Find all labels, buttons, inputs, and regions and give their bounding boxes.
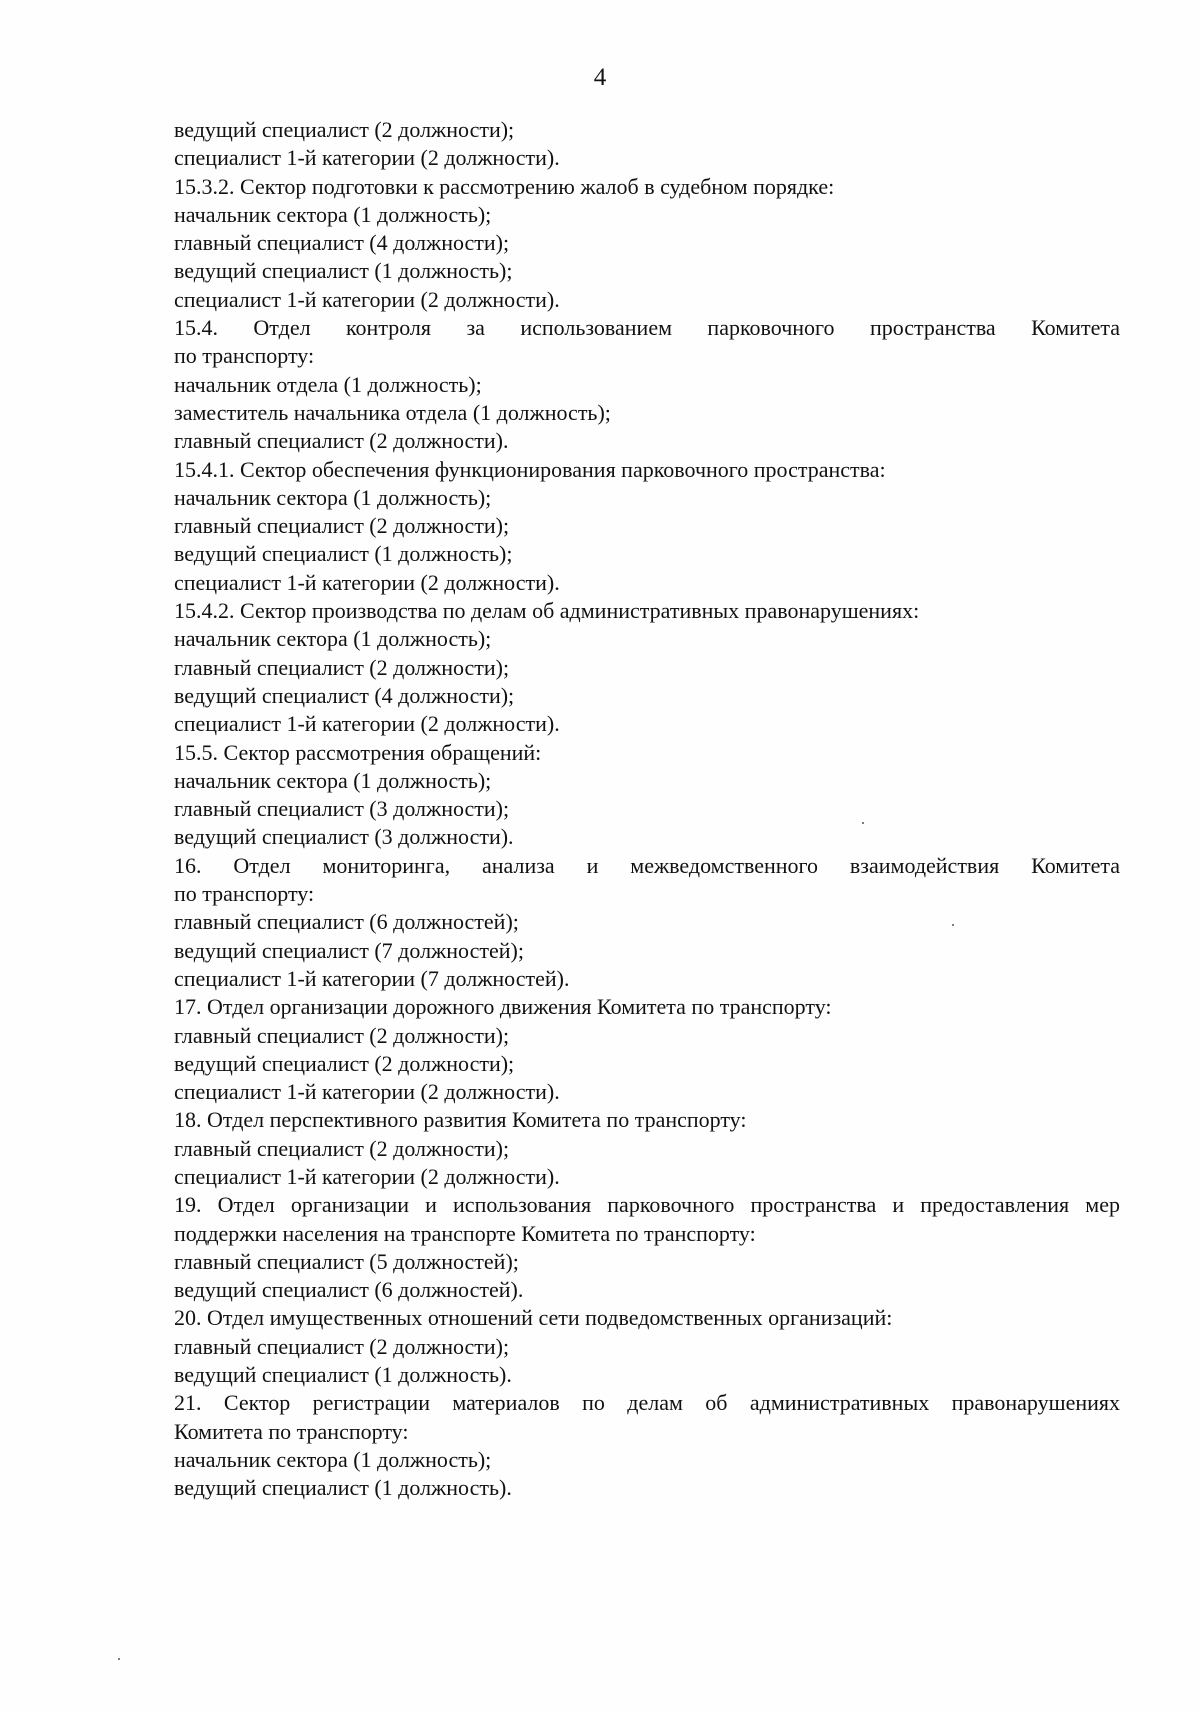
document-line: 15.5. Сектор рассмотрения обращений: (174, 739, 542, 765)
page-number: 4 (593, 64, 607, 91)
document-line: специалист 1-й категории (2 должности). (174, 1079, 560, 1105)
document-line: поддержки населения на транспорте Комитета по транспорту: (174, 1220, 756, 1246)
document-line: начальник сектора (1 должность); (174, 767, 492, 793)
document-line: 15.3.2. Сектор подготовки к рассмотрению жалоб в судебном порядке: (174, 173, 835, 199)
document-line: 19. Отдел организации и использования парковочного пространства и предоставления мер (174, 1192, 1120, 1218)
scan-speck (862, 822, 864, 824)
document-line: ведущий специалист (1 должность). (174, 1475, 512, 1501)
document-line: специалист 1-й категории (2 должности). (174, 1163, 560, 1189)
document-line: специалист 1-й категории (2 должности). (174, 145, 560, 171)
document-line: ведущий специалист (2 должности); (174, 117, 515, 142)
scan-speck (952, 924, 954, 926)
document-line: 15.4.2. Сектор производства по делам об административных правонарушениях: (174, 598, 920, 624)
document-line: ведущий специалист (1 должность); (174, 541, 513, 567)
document-line: Комитета по транспорту: (174, 1418, 409, 1444)
document-line: ведущий специалист (2 должности); (174, 1050, 515, 1076)
scan-speck (118, 1658, 120, 1660)
document-line: начальник сектора (1 должность); (174, 626, 492, 652)
document-line: 16. Отдел мониторинга, анализа и межведомственного взаимодействия Комитета (174, 852, 1120, 878)
document-line: главный специалист (5 должностей); (174, 1248, 519, 1274)
document-line: главный специалист (2 должности); (174, 1135, 510, 1161)
document-line: специалист 1-й категории (7 должностей). (174, 965, 570, 991)
document-line: главный специалист (6 должностей); (174, 909, 519, 935)
document-line: главный специалист (2 должности). (174, 428, 509, 454)
document-line: главный специалист (4 должности); (174, 230, 510, 256)
document-line: 15.4.1. Сектор обеспечения функционирования парковочного пространства: (174, 456, 886, 482)
document-line: ведущий специалист (3 должности). (174, 824, 514, 850)
document-line: специалист 1-й категории (2 должности). (174, 569, 560, 595)
document-line: главный специалист (2 должности); (174, 654, 510, 680)
document-line: по транспорту: (174, 881, 315, 907)
document-line: начальник сектора (1 должность); (174, 201, 492, 227)
document-body (174, 116, 1120, 1503)
document-line: специалист 1-й категории (2 должности). (174, 286, 560, 312)
document-line: ведущий специалист (4 должности); (174, 682, 515, 708)
document-line: главный специалист (2 должности); (174, 1022, 510, 1048)
document-line: 17. Отдел организации дорожного движения Комитета по транспорту: (174, 994, 832, 1020)
document-line: 15.4. Отдел контроля за использованием парковочного пространства Комитета (174, 315, 1120, 341)
document-line: начальник отдела (1 должность); (174, 371, 482, 397)
document-line: ведущий специалист (1 должность); (174, 258, 513, 284)
document-line: 21. Сектор регистрации материалов по делам об административных правонарушениях (174, 1390, 1120, 1416)
document-line: начальник сектора (1 должность); (174, 484, 492, 510)
document-line: 20. Отдел имущественных отношений сети подведомственных организаций: (174, 1305, 893, 1331)
document-line: главный специалист (2 должности); (174, 1333, 510, 1359)
document-line: ведущий специалист (7 должностей); (174, 937, 524, 963)
document-line: начальник сектора (1 должность); (174, 1446, 492, 1472)
document-line: заместитель начальника отдела (1 должность); (174, 399, 611, 425)
document-line: главный специалист (3 должности); (174, 796, 510, 822)
document-line: ведущий специалист (1 должность). (174, 1362, 512, 1388)
document-line: 18. Отдел перспективного развития Комитета по транспорту: (174, 1107, 747, 1133)
document-line: по транспорту: (174, 343, 315, 369)
document-line: главный специалист (2 должности); (174, 513, 510, 539)
document-line: ведущий специалист (6 должностей). (174, 1277, 524, 1303)
document-line: специалист 1-й категории (2 должности). (174, 711, 560, 737)
